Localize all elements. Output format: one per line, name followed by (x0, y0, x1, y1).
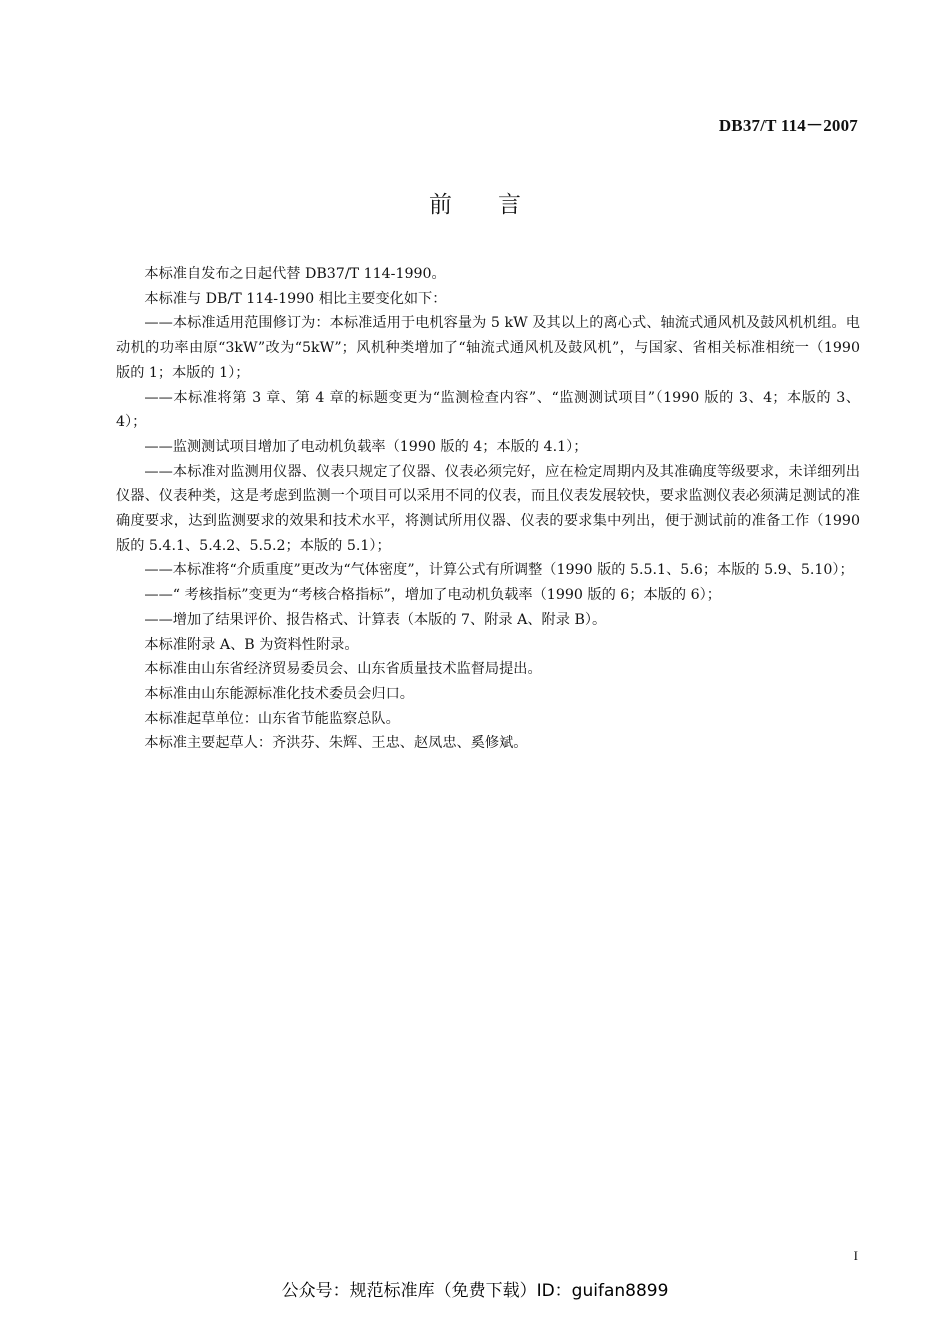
paragraph-change-load-rate: ——监测测试项目增加了电动机负载率（1990 版的 4；本版的 4.1）； (144, 438, 588, 455)
paragraph-drafting-unit: 本标准起草单位：山东省节能监察总队。 (144, 710, 400, 727)
watermark-text: 公众号：规范标准库（免费下载）ID：guifan8899 (281, 1281, 669, 1301)
page-number: I (853, 1248, 858, 1263)
paragraph-change-scope: ——本标准适用范围修订为：本标准适用于电机容量为 5 kW 及其以上的离心式、轴流式通风机及鼓风机机组。电动机的功率由原“3kW”改为“5kW”；风机种类增加了“轴流式通风机及鼓风机”，与国家、省相关标准相统一（1990 版的 1；本版的 1）； (116, 315, 860, 381)
paragraph-change-indicators: ——“ 考核指标”变更为“考核合格指标”，增加了电动机负载率（1990 版的 6；本版的 6）； (144, 587, 721, 604)
paragraph-drafters: 本标准主要起草人：齐洪芬、朱辉、王忠、赵凤忠、奚修斌。 (144, 735, 528, 752)
paragraph-change-evaluation: ——增加了结果评价、报告格式、计算表（本版的 7、附录 A、附录 B）。 (144, 611, 607, 628)
page-title: 前言 (429, 192, 567, 218)
paragraph-proposed-by: 本标准由山东省经济贸易委员会、山东省质量技术监督局提出。 (144, 661, 542, 678)
paragraph-centralized-by: 本标准由山东能源标准化技术委员会归口。 (144, 685, 414, 702)
paragraph-replaces: 本标准自发布之日起代替 DB37/T 114-1990。 (144, 266, 446, 282)
paragraph-change-chapter-titles: ——本标准将第 3 章、第 4 章的标题变更为“监测检查内容”、“监测测试项目”（1990 版的 3、4；本版的 3、4）； (116, 389, 860, 431)
paragraph-change-instruments: ——本标准对监测用仪器、仪表只规定了仪器、仪表必须完好，应在检定周期内及其准确度等级要求，未详细列出仪器、仪表种类，这是考虑到监测一个项目可以采用不同的仪表，而且仪表发展较快，要求监测仪表必须满足测试的准确度要求，达到监测要求的效果和技术水平，将测试所用仪器、仪表的要求集中列出，便于测试前的准备工作（1990 版的 5.4.1、5.4.2、5.5.2；本版的 5.1）； (116, 463, 860, 554)
paragraph-change-density: ——本标准将“介质重度”更改为“气体密度”，计算公式有所调整（1990 版的 5.5.1、5.6；本版的 5.9、5.10）； (144, 562, 854, 579)
standard-code: DB37/T 114－2007 (718, 116, 858, 135)
paragraph-appendix: 本标准附录 A、B 为资料性附录。 (144, 636, 359, 653)
paragraph-changes-intro: 本标准与 DB/T 114-1990 相比主要变化如下： (144, 290, 447, 307)
foreword-body (116, 262, 860, 756)
